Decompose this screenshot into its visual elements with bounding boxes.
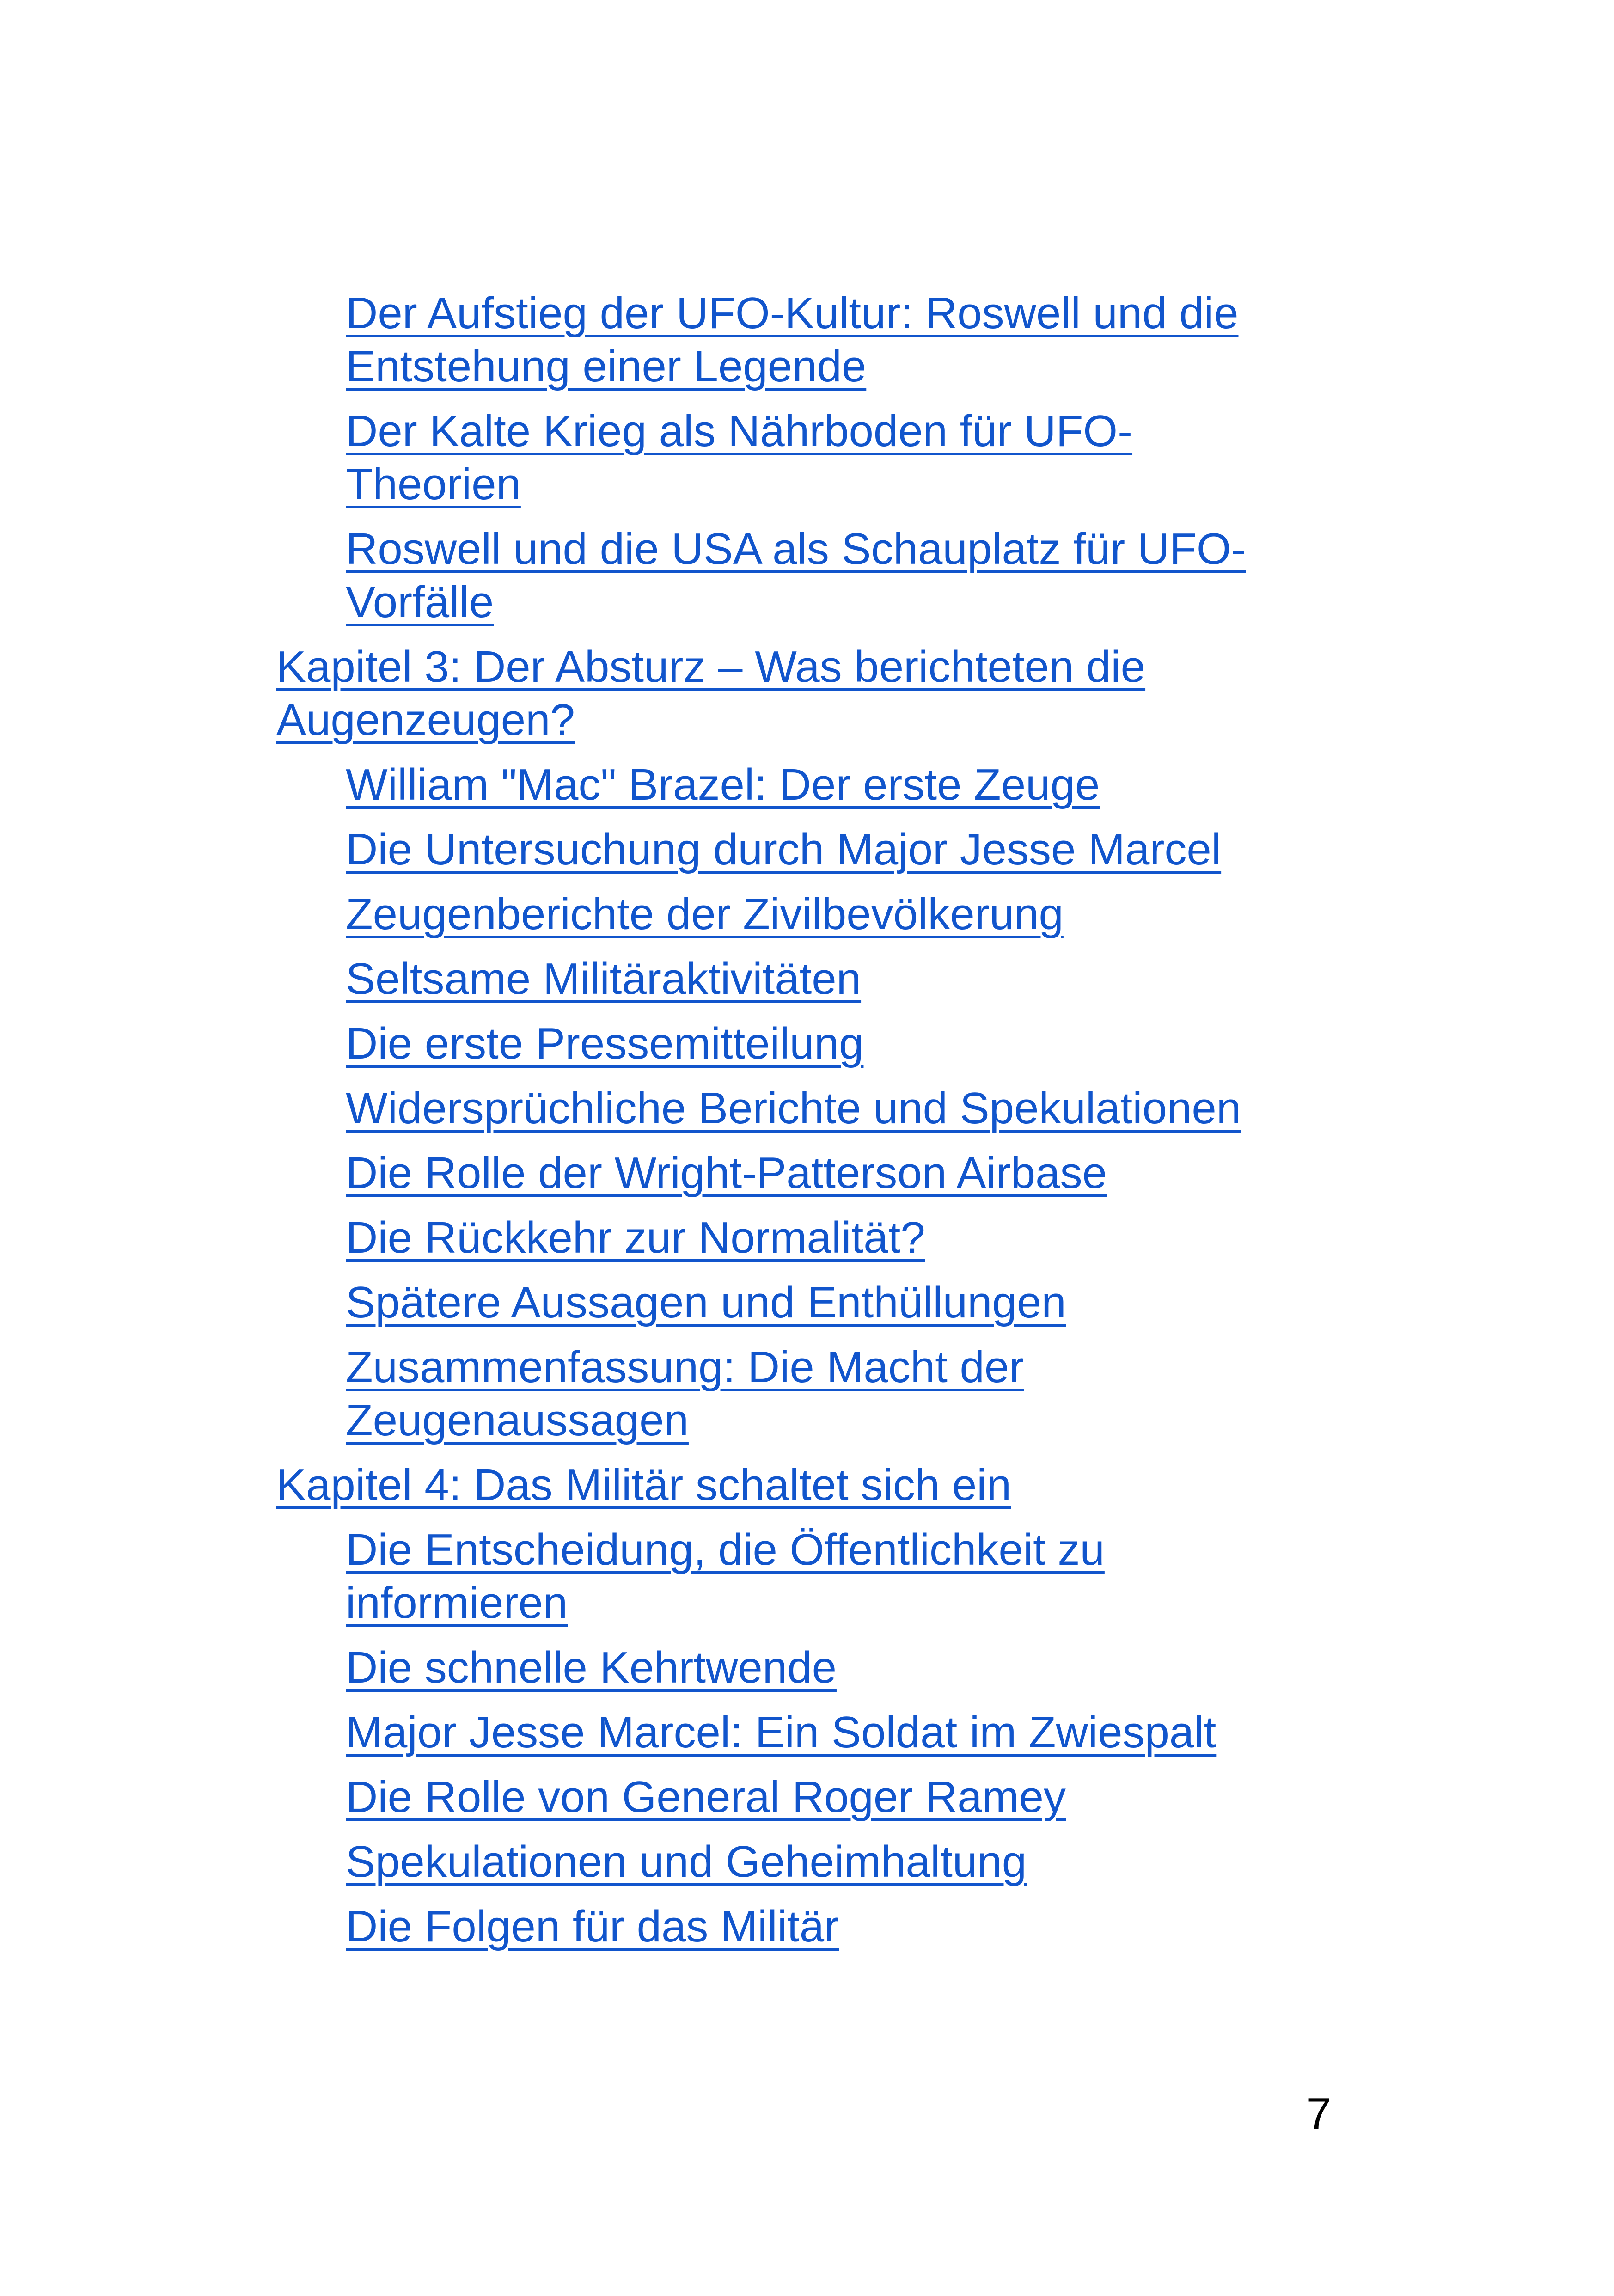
toc-link-roswell-usa[interactable]: Roswell und die USA als Schauplatz für UFO-Vorfälle xyxy=(346,524,1246,627)
toc-link-rueckkehr[interactable]: Die Rückkehr zur Normalität? xyxy=(346,1213,925,1262)
toc-link-folgen-militaer[interactable]: Die Folgen für das Militär xyxy=(346,1902,839,1951)
page-number: 7 xyxy=(1306,2089,1331,2138)
toc-link-zeugenberichte[interactable]: Zeugenberichte der Zivilbevölkerung xyxy=(346,889,1064,939)
toc-link-untersuchung-marcel[interactable]: Die Untersuchung durch Major Jesse Marcel xyxy=(346,825,1222,874)
toc-link-brazel[interactable]: William "Mac" Brazel: Der erste Zeuge xyxy=(346,760,1100,809)
toc-link-kehrtwende[interactable]: Die schnelle Kehrtwende xyxy=(346,1643,837,1692)
toc-link-wright-patterson[interactable]: Die Rolle der Wright-Patterson Airbase xyxy=(346,1148,1107,1198)
toc-link-pressemitteilung[interactable]: Die erste Pressemitteilung xyxy=(346,1019,864,1068)
toc-link-spaetere-aussagen[interactable]: Spätere Aussagen und Enthüllungen xyxy=(346,1278,1066,1327)
toc-link-widersprueche[interactable]: Widersprüchliche Berichte und Spekulationen xyxy=(346,1084,1241,1133)
toc-link-entscheidung[interactable]: Die Entscheidung, die Öffentlichkeit zu informieren xyxy=(346,1525,1105,1628)
toc-link-geheimhaltung[interactable]: Spekulationen und Geheimhaltung xyxy=(346,1837,1027,1886)
toc-link-zusammenfassung[interactable]: Zusammenfassung: Die Macht der Zeugenaussagen xyxy=(346,1342,1024,1445)
toc-link-ufo-kultur[interactable]: Der Aufstieg der UFO-Kultur: Roswell und die Entstehung einer Legende xyxy=(346,288,1239,391)
toc-link-ramey[interactable]: Die Rolle von General Roger Ramey xyxy=(346,1772,1066,1822)
toc-link-kapitel-4[interactable]: Kapitel 4: Das Militär schaltet sich ein xyxy=(276,1460,1011,1510)
toc-link-militaeraktivitaeten[interactable]: Seltsame Militäraktivitäten xyxy=(346,954,862,1004)
toc-link-kapitel-3[interactable]: Kapitel 3: Der Absturz – Was berichteten die Augenzeugen? xyxy=(276,642,1146,745)
toc-link-marcel-zwiespalt[interactable]: Major Jesse Marcel: Ein Soldat im Zwiespalt xyxy=(346,1708,1217,1757)
table-of-contents xyxy=(276,287,1349,1965)
toc-link-kalter-krieg[interactable]: Der Kalte Krieg als Nährboden für UFO-Theorien xyxy=(346,406,1133,509)
